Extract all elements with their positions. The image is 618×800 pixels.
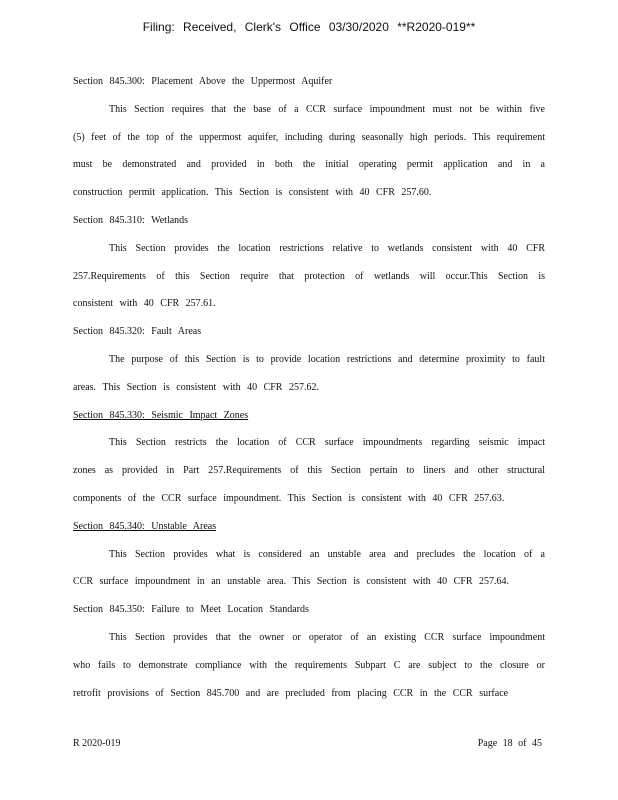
section-paragraph: This Section provides what is considered an unstable area and precludes the location of a CCR surface impoundment in an unstable area. This Section is consistent with 40 CFR 257.64. bbox=[73, 548, 545, 588]
section-paragraph: This Section restricts the location of CCR surface impoundments regarding seismic impact zones as provided in Part 257.Requirements of this Section pertain to liners and other structural components of the CCR surface impoundment. This Section is consistent with 40 CFR 257.63. bbox=[73, 437, 545, 504]
section-heading: Section 845.300: Placement Above the Uppermost Aquifer bbox=[73, 76, 333, 87]
filing-stamp: Filing: Received, Clerk's Office 03/30/2020 **R2020-019** bbox=[142, 20, 476, 34]
section-paragraph: This Section provides the location restrictions relative to wetlands consistent with 40 CFR 257.Requirements of this Section require that protection of wetlands will occur.This Section is consistent with 40 CFR 257.61. bbox=[73, 242, 545, 310]
page-number: Page 18 of 45 bbox=[477, 738, 542, 749]
section-paragraph: This Section requires that the base of a CCR surface impoundment must not be within five (5) feet of the top of the uppermost aquifer, including during seasonally high periods. This requirement must be demonstrated and provided in both the initial operating permit application and in a construction permit application. This Section is consistent with 40 CFR 257.60. bbox=[73, 103, 545, 199]
section-heading: Section 845.340: Unstable Areas bbox=[73, 520, 217, 532]
docket-number: R 2020-019 bbox=[73, 738, 121, 749]
document-body bbox=[73, 68, 545, 707]
section-heading: Section 845.350: Failure to Meet Location Standards bbox=[73, 604, 309, 616]
section-paragraph: This Section provides that the owner or operator of an existing CCR surface impoundment who fails to demonstrate compliance with the requirements Subpart C are subject to the closure or retrofit provisions of Section 845.700 and are precluded from placing CCR in the CCR surface bbox=[73, 631, 545, 699]
section-heading: Section 845.310: Wetlands bbox=[73, 214, 189, 226]
section-heading: Section 845.330: Seismic Impact Zones bbox=[73, 409, 249, 421]
section-heading: Section 845.320: Fault Areas bbox=[73, 326, 202, 338]
section-paragraph: The purpose of this Section is to provide location restrictions and determine proximity to fault areas. This Section is consistent with 40 CFR 257.62. bbox=[73, 353, 545, 393]
